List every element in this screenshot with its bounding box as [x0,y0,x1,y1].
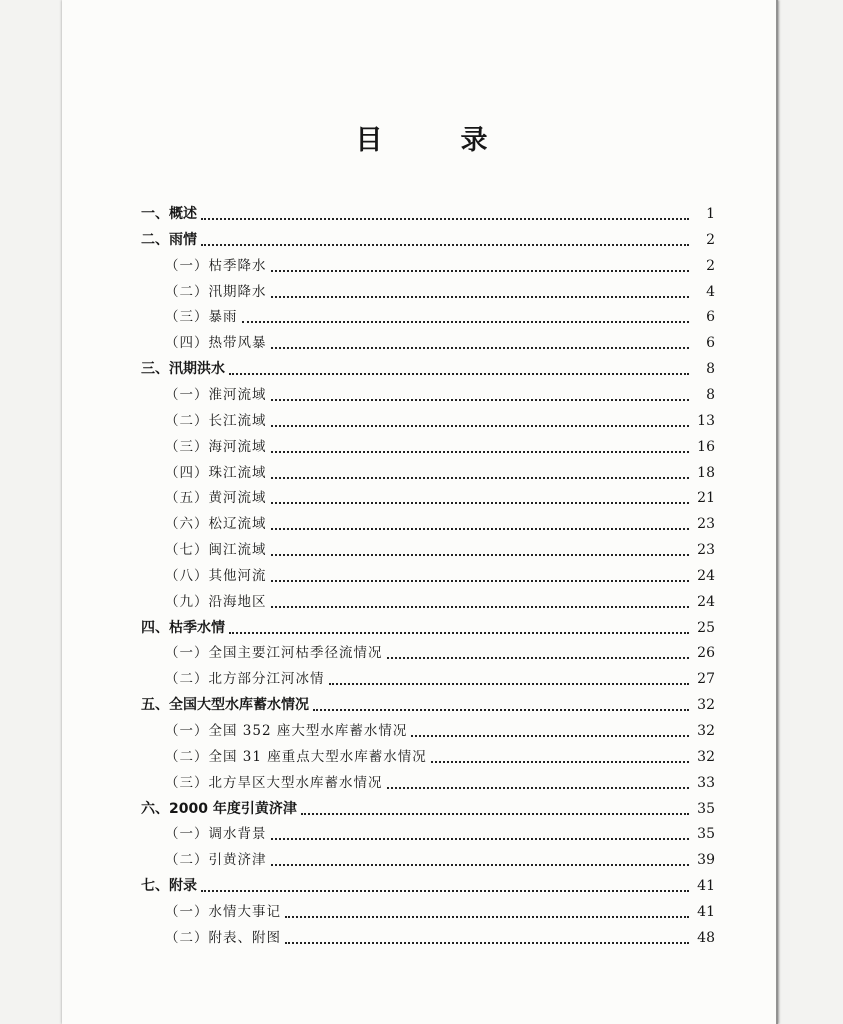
toc-entry-label: （二）全国 31 座重点大型水库蓄水情况 [165,748,427,765]
toc-entry-label: 一、概述 [141,206,197,222]
toc-entry-label: （三）海河流域 [165,438,267,455]
toc-subsection-entry [141,487,715,509]
toc-entry-label: （二）引黄济津 [165,852,267,869]
toc-entry-label: 七、附录 [141,878,197,895]
toc-page-number: 2 [706,257,715,274]
toc-page-number: 21 [697,490,715,507]
toc-page-number: 26 [697,645,715,662]
toc-entry-label: （一）淮河流域 [165,386,267,403]
toc-entry-label: （一）全国主要江河枯季径流情况 [165,645,383,662]
toc-leader-dots [301,807,689,815]
toc-page-number: 6 [706,335,715,352]
toc-page-number: 24 [697,593,715,610]
toc-leader-dots [271,393,690,401]
toc-entry-label: （五）黄河流域 [165,490,267,507]
toc-entry-label: （七）闽江流域 [165,542,267,559]
toc-section-entry [141,694,715,716]
toc-leader-dots [271,496,690,504]
toc-page-number: 4 [706,283,715,300]
toc-leader-dots [271,522,690,530]
toc-section-entry [141,203,715,225]
toc-entry-label: （二）长江流域 [165,412,267,429]
toc-subsection-entry [141,772,715,794]
toc-page-number: 23 [697,516,715,533]
toc-entry-label: （一）全国 352 座大型水库蓄水情况 [165,723,408,739]
toc-leader-dots [387,651,690,659]
toc-entry-label: 六、2000 年度引黄济津 [141,800,297,817]
toc-leader-dots [387,781,690,789]
toc-entry-label: 二、雨情 [141,231,197,248]
toc-subsection-entry [141,436,715,458]
toc-entry-label: （三）北方旱区大型水库蓄水情况 [165,774,383,791]
toc-page-number: 32 [697,748,715,765]
toc-subsection-entry [141,384,715,406]
toc-entry-label: 三、汛期洪水 [141,361,225,378]
toc-section-entry [141,358,715,380]
toc-entry-label: （二）汛期降水 [165,283,267,300]
toc-subsection-entry [141,539,715,561]
toc-subsection-entry [141,565,715,587]
toc-leader-dots [271,419,690,427]
toc-page-number: 16 [697,438,715,455]
toc-page-number: 1 [706,206,715,222]
toc-leader-dots [313,703,689,711]
toc-page-number: 35 [697,826,715,843]
toc-leader-dots [271,471,690,479]
toc-subsection-entry [141,255,715,277]
toc-page-number: 13 [697,412,715,429]
toc-leader-dots [242,315,690,323]
toc-subsection-entry [141,642,715,664]
toc-leader-dots [271,832,690,840]
toc-leader-dots [201,212,689,220]
toc-page-number: 48 [697,929,715,946]
toc-leader-dots [329,677,690,685]
toc-page-number: 18 [697,464,715,481]
toc-subsection-entry [141,281,715,303]
toc-leader-dots [271,858,690,866]
toc-title [0,118,843,157]
toc-page-number: 32 [697,697,715,714]
toc-leader-dots [271,445,690,453]
toc-entry-label: （一）水情大事记 [165,903,281,920]
toc-entry-label: 四、枯季水情 [141,619,225,636]
toc-subsection-entry [141,668,715,690]
toc-page-number: 8 [706,361,715,378]
toc-section-entry [141,798,715,820]
toc-page-number: 39 [697,852,715,869]
toc-subsection-entry [141,927,715,949]
toc-entry-label: （六）松辽流域 [165,516,267,533]
toc-page-number: 23 [697,542,715,559]
toc-subsection-entry [141,849,715,871]
toc-subsection-entry [141,746,715,768]
toc-subsection-entry [141,591,715,613]
toc-entry-label: 五、全国大型水库蓄水情况 [141,697,309,714]
toc-page-number: 2 [706,231,715,248]
toc-section-entry [141,617,715,639]
toc-subsection-entry [141,901,715,923]
toc-entry-label: （四）珠江流域 [165,464,267,481]
toc-subsection-entry [141,823,715,845]
toc-subsection-entry [141,332,715,354]
toc-leader-dots [285,910,689,918]
toc-page-number: 41 [697,903,715,920]
toc-entry-label: （三）暴雨 [165,309,238,326]
toc-subsection-entry [141,720,715,742]
toc-entry-label: （一）枯季降水 [165,257,267,274]
toc-title-right: 录 [460,125,488,156]
toc-page-number: 32 [697,723,715,739]
toc-entry-label: （八）其他河流 [165,567,267,584]
toc-leader-dots [271,600,690,608]
toc-leader-dots [285,936,689,944]
toc-subsection-entry [141,462,715,484]
toc-subsection-entry [141,306,715,328]
toc-page-number: 33 [697,774,715,791]
toc-page-number: 24 [697,567,715,584]
toc-leader-dots [271,290,690,298]
toc-leader-dots [431,755,689,763]
toc-page-number: 6 [706,309,715,326]
toc-page-number: 35 [697,800,715,817]
toc-leader-dots [229,367,689,375]
toc-subsection-entry [141,513,715,535]
toc-title-left: 目 [355,125,383,156]
toc-entry-label: （二）附表、附图 [165,929,281,946]
toc-entry-label: （九）沿海地区 [165,593,267,610]
toc-page-number: 8 [706,386,715,403]
toc-entry-label: （四）热带风暴 [165,335,267,352]
toc-page-number: 27 [697,671,715,688]
toc-entry-label: （二）北方部分江河冰情 [165,671,325,688]
toc-leader-dots [411,729,689,737]
toc-leader-dots [271,341,690,349]
toc-leader-dots [201,238,689,246]
toc-leader-dots [229,626,689,634]
toc-section-entry [141,229,715,251]
toc-leader-dots [271,574,690,582]
toc-subsection-entry [141,410,715,432]
toc-section-entry [141,875,715,897]
toc-leader-dots [271,264,690,272]
toc-leader-dots [201,884,689,892]
toc-entry-label: （一）调水背景 [165,826,267,843]
toc-page-number: 41 [697,878,715,895]
toc-leader-dots [271,548,690,556]
toc-page-number: 25 [697,619,715,636]
